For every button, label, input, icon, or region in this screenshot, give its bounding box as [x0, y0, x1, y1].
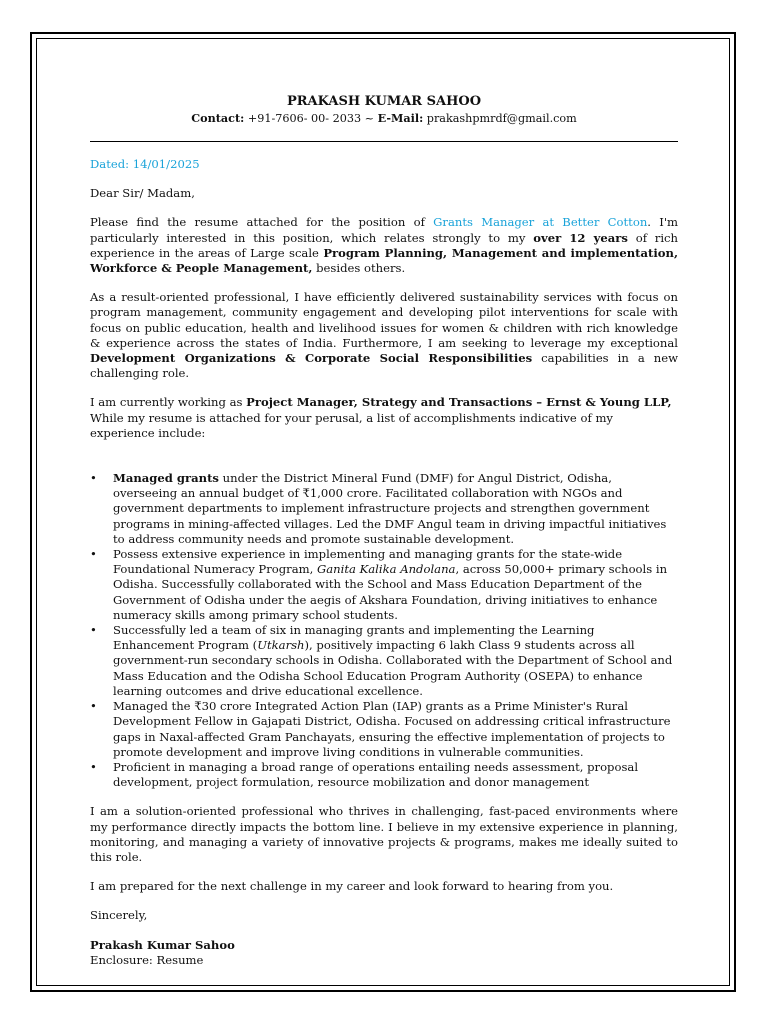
email-label: E-Mail:	[377, 111, 424, 125]
paragraph-profile	[90, 290, 678, 381]
bullet-4-text: Managed the ₹30 crore Integrated Action Plan (IAP) grants as a Prime Minister's Rural Development Fellow in Gajapati District, Odisha. Focused on addressing critical infrastructure gaps in Naxal-affected Gram Panchayats, ensuring the effective implementation of projects to promote development and improve living conditions in vulnerable communities.	[113, 699, 671, 759]
email-address: prakashpmrdf@gmail.com	[423, 112, 577, 125]
list-item	[90, 760, 678, 790]
position-title: Grants Manager at Better Cotton	[433, 215, 648, 230]
bullet-marker: •	[90, 623, 97, 638]
bullet-2-text-2: , across 50,000+ primary schools in Odisha. Successfully collaborated with the School and Mass Education Department of the Government of Odisha under the aegis of Akshara Foundation, driving initiatives to enhance numeracy skills among primary school students.	[113, 562, 668, 622]
date-value: 14/01/2025	[132, 157, 200, 171]
bullet-marker: •	[90, 699, 97, 714]
bullet-2-italic: Ganita Kalika Andolana	[317, 562, 456, 577]
signature-name-text: Prakash Kumar Sahoo	[90, 937, 235, 952]
date-label: Dated:	[90, 157, 133, 171]
paragraph-intro	[90, 215, 678, 276]
list-item	[90, 699, 678, 760]
profile-text-1: As a result-oriented professional, I have efficiently delivered sustainability services with focus on program management, community engagement and developing pilot interventions for scale with focus on public education, health and livelihood issues for women & children with rich knowledge & experience across the states of India. Furthermore, I am seeking to leverage my exceptional	[90, 290, 678, 350]
applicant-name: PRAKASH KUMAR SAHOO	[286, 94, 482, 109]
enclosure-line: Enclosure: Resume	[90, 952, 204, 967]
bullet-2-text-1: Possess extensive experience in implementing and managing grants for the state-wide Foundational Numeracy Program,	[113, 547, 623, 577]
salutation: Dear Sir/ Madam,	[90, 186, 195, 201]
bullet-1-text: under the District Mineral Fund (DMF) for Angul District, Odisha, overseeing an annual budget of ₹1,000 crore. Facilitated collaboration with NGOs and government departments to implement infrastructure projects and strengthen government programs in mining-affected villages. Led the DMF Angul team in driving impactful initiatives to address community needs and promote sustainable development.	[113, 471, 667, 546]
bullet-marker: •	[90, 759, 97, 774]
paragraph-current-role	[90, 395, 678, 441]
bullet-3-text-1: Successfully led a team of six in managing grants and implementing the Learning Enhancement Program (	[113, 623, 595, 653]
list-item	[90, 623, 678, 699]
intro-text-3: of rich experience in the areas of Large scale	[90, 230, 679, 260]
list-item	[90, 547, 678, 623]
bullet-5-text: Proficient in managing a broad range of operations entailing needs assessment, proposal development, project formulation, resource mobilization and donor management	[113, 759, 639, 790]
bullet-marker: •	[90, 471, 97, 486]
list-item	[90, 471, 678, 547]
expertise-areas: Program Planning, Management and implementation, Workforce & People Management,	[90, 245, 678, 276]
phone-number: +91-7606- 00- 2033 ~	[244, 112, 378, 125]
current-role-title: Project Manager, Strategy and Transactions – Ernst & Young LLP,	[246, 395, 672, 410]
header-divider	[90, 141, 678, 142]
current-role-text: I am currently working as	[90, 395, 247, 410]
closing-line: Sincerely,	[90, 908, 148, 923]
cover-letter	[90, 93, 678, 968]
intro-text-2: . I'm particularly interested in this position, which relates strongly to my	[90, 215, 679, 245]
profile-text-2: capabilities in a new challenging role.	[90, 351, 678, 381]
contact-line	[90, 111, 678, 126]
bullet-3-text-2: ), positively impacting 6 lakh Class 9 students across all government-run secondary schools in Odisha. Collaborated with the Department of School and Mass Education and the Odisha School Education Program Authority (OSEPA) to enhance learning outcomes and drive educational excellence.	[113, 638, 673, 698]
accomplishments-list	[90, 471, 678, 790]
accomplishments-intro: While my resume is attached for your perusal, a list of accomplishments indicative of my experience include:	[90, 410, 613, 440]
profile-capabilities: Development Organizations & Corporate Social Responsibilities	[90, 351, 533, 366]
experience-years: over 12 years	[533, 230, 628, 245]
intro-text-1: Please find the resume attached for the position of	[90, 215, 434, 230]
signature-name	[90, 938, 678, 953]
bullet-3-italic: Utkarsh	[257, 638, 305, 653]
paragraph-closing: I am prepared for the next challenge in my career and look forward to hearing from you.	[90, 879, 614, 894]
bullet-marker: •	[90, 547, 97, 562]
contact-label: Contact:	[191, 111, 245, 125]
bullet-1-bold: Managed grants	[113, 471, 219, 486]
intro-text-4: besides others.	[312, 261, 406, 276]
date-line	[90, 157, 678, 172]
paragraph-summary: I am a solution-oriented professional who thrives in challenging, fast-paced environments where my performance directly impacts the bottom line. I believe in my extensive experience in planning, monitoring, and managing a variety of innovative projects & programs, makes me ideally suited to this role.	[90, 804, 678, 864]
